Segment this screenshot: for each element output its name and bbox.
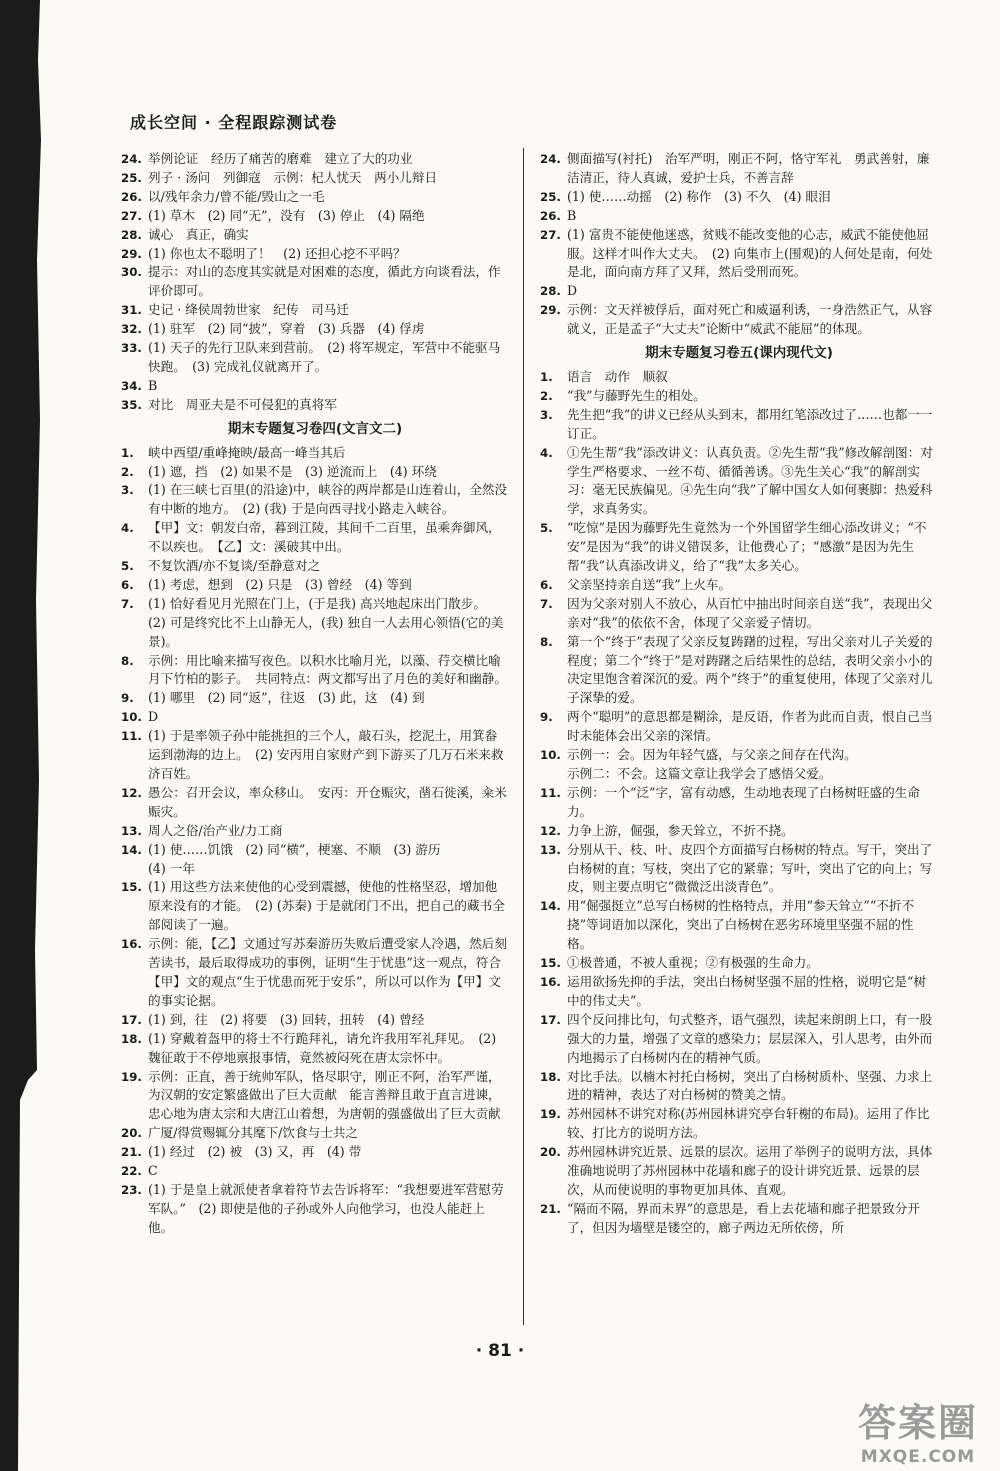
answer-number: 24. — [540, 152, 561, 166]
answer-item — [121, 519, 509, 557]
answer-item — [540, 368, 938, 387]
answer-number: 2. — [540, 388, 553, 403]
answer-number: 19. — [121, 1069, 142, 1084]
answer-number: 33. — [121, 341, 142, 356]
answer-text: 对比手法。以楠木衬托白杨树，突出了白杨树质朴、坚强、力求上进的精神，表达了对白杨树的赞美之情。 — [567, 1068, 933, 1103]
answer-number: 1. — [121, 445, 134, 460]
answer-number: 12. — [540, 823, 561, 838]
answer-item — [121, 1068, 509, 1125]
answer-number: 4. — [121, 521, 134, 536]
answer-item — [540, 954, 938, 973]
answer-item — [121, 1181, 509, 1238]
answer-text: B — [567, 207, 577, 223]
answer-item — [121, 481, 509, 519]
answer-item — [121, 935, 509, 1011]
answer-item — [121, 595, 509, 652]
answer-number: 24. — [121, 152, 142, 166]
answer-text: (1) 草木 (2) 同“无”，没有 (3) 停止 (4) 隔绝 — [148, 207, 425, 223]
answer-text: 父亲坚持亲自送“我”上火车。 — [567, 576, 732, 592]
answer-item — [121, 1124, 509, 1143]
answer-text: (1) 遮，挡 (2) 如果不是 (3) 逆流而上 (4) 环绕 — [148, 463, 437, 479]
answer-item — [121, 169, 509, 188]
answer-item — [540, 973, 938, 1011]
answer-text: “我”与藤野先生的相处。 — [567, 387, 706, 403]
answer-text: 示例一：会。因为年轻气盛，与父亲之间存在代沟。 示例二：不会。这篇文章让我学会了感悟父爱。 — [567, 747, 857, 781]
answer-text: 不复饮酒/亦不复谈/至静意对之 — [148, 558, 321, 574]
answer-item — [540, 784, 938, 822]
answer-text: 先生把“我”的讲义已经从头到末，都用红笔添改过了……也都一一订正。 — [567, 406, 933, 441]
answer-item — [121, 150, 509, 169]
answer-text: (1) 考虑，想到 (2) 只是 (3) 曾经 (4) 等到 — [148, 576, 412, 592]
answer-item — [540, 519, 938, 576]
answer-text: 示例：用比喻来描写夜色。以积水比喻月光，以藻、荇交横比喻月下竹柏的影子。 共同特点：两文都写出了月色的美好和幽静。 — [148, 652, 507, 687]
answer-text: (1) 在三峡七百里(的沿途)中，峡谷的两岸都是山连着山，全然没有中断的地方。 (2) (我) 于是向西寻找小路走入峡谷。 — [148, 482, 508, 517]
answer-item — [121, 708, 509, 727]
answer-text: (1) 富贵不能使他迷惑，贫贱不能改变他的心志，威武不能使他屈服。这样才叫作大丈夫。 (2) 向集市上(围观)的人何处是南，何处是北，面向南方拜了又拜，然后受刑而死。 — [567, 226, 933, 280]
answer-number: 27. — [540, 227, 561, 242]
answer-number: 6. — [540, 577, 553, 592]
answer-text: 愚公：召开会议，率众移山。 安丙：开仓赈灾，凿石徙溪，籴米赈灾。 — [148, 784, 507, 819]
answer-item — [540, 746, 938, 784]
answer-item — [121, 1011, 509, 1030]
answer-number: 31. — [121, 303, 142, 318]
answer-number: 32. — [121, 322, 142, 337]
answer-text: (1) 经过 (2) 被 (3) 又，再 (4) 带 — [148, 1144, 362, 1160]
answer-text: 示例：文天祥被俘后，面对死亡和威逼利诱，一身浩然正气，从容就义，正是孟子“大丈夫”论断中“威武不能屈”的体现。 — [567, 302, 933, 337]
answer-item — [121, 576, 509, 595]
answer-item — [540, 897, 938, 954]
answer-number: 10. — [121, 710, 142, 725]
answer-item — [121, 226, 509, 245]
answer-number: 3. — [121, 483, 134, 498]
answer-number: 7. — [121, 596, 134, 611]
answer-number: 29. — [540, 303, 561, 318]
answer-number: 4. — [540, 445, 553, 460]
answer-item — [121, 245, 509, 264]
answer-text: 广厦/得赏赐辄分其麾下/饮食与士共之 — [148, 1125, 358, 1141]
answer-number: 26. — [540, 208, 561, 223]
answer-number: 21. — [540, 1201, 561, 1216]
answer-number: 13. — [121, 823, 142, 838]
answer-item — [121, 263, 509, 301]
answer-item — [121, 689, 509, 708]
answer-number: 20. — [540, 1145, 561, 1160]
answer-text: (1) 哪里 (2) 同“返”，往返 (3) 此，这 (4) 到 — [148, 690, 425, 706]
answer-text: D — [148, 709, 159, 725]
answer-number: 15. — [540, 956, 561, 971]
answer-text: 力争上游，倔强，参天耸立，不折不挠。 — [567, 822, 794, 838]
answer-number: 3. — [540, 407, 553, 422]
answer-item — [121, 396, 509, 415]
answer-text: 苏州园林讲究近景、远景的层次。运用了举例子的说明方法，具体准确地说明了苏州园林中花墙和廊子的设计讲究近景、远景的层次，从而使说明的事物更加具体、直观。 — [567, 1144, 933, 1197]
answer-number: 25. — [121, 170, 142, 185]
answer-number: 8. — [121, 653, 134, 668]
answer-text: 以/残年余力/曾不能/毁山之一毛 — [148, 188, 325, 204]
answer-text: 侧面描写(衬托) 治军严明，刚正不阿，恪守军礼 勇武善射，廉洁清正，待人真诚，爱护士兵，不善言辞 — [567, 151, 930, 185]
answer-item — [540, 595, 938, 633]
answer-item — [121, 207, 509, 226]
answer-text: 史记 · 绛侯周勃世家 纪传 司马迁 — [148, 302, 349, 318]
answer-item — [540, 633, 938, 709]
answer-text: 用“倔强挺立”总写白杨树的性格特点，并用“参天耸立”“不折不挠”等词语加以深化，突出了白杨树在恶劣环境里坚强不屈的性格。 — [567, 898, 915, 952]
answer-text: (1) 于是率领子孙中能挑担的三个人，敲石头，挖泥土，用箕畚运到渤海的边上。 (2) 安丙用自家财产到下游买了几万石米来救济百姓。 — [148, 728, 504, 781]
answer-text: 两个“聪明”的意思都是糊涂，是反语，作者为此而自责，恨自己当时未能体会出父亲的深情。 — [567, 709, 933, 744]
answer-text: (1) 你也太不聪明了！ (2) 还担心挖不平吗？ — [148, 245, 406, 261]
answer-text: 【甲】文：朝发白帝，暮到江陵，其间千二百里，虽乘奔御风，不以疾也。 【乙】文：溪破其中出。 — [148, 520, 501, 555]
watermark-url: MXQE.COM — [860, 1447, 976, 1467]
answer-number: 30. — [121, 265, 142, 280]
answer-item — [540, 226, 938, 283]
answer-number: 17. — [121, 1012, 142, 1027]
answer-item — [540, 841, 938, 898]
answer-number: 25. — [540, 189, 561, 204]
answer-text: 峡中西望/重峰掩映/最高一峰当其后 — [148, 444, 346, 460]
watermark-logo — [858, 1392, 978, 1467]
answer-text: 因为父亲对别人不放心，从百忙中抽出时间亲自送“我”，表现出父亲对“我”的依依不舍，体现了父亲爱子情切。 — [567, 595, 933, 630]
answer-item — [121, 557, 509, 576]
answer-number: 28. — [121, 227, 142, 242]
answer-number: 14. — [121, 842, 142, 857]
answer-item — [540, 188, 938, 207]
answer-number: 28. — [540, 284, 561, 299]
section-title: 期末专题复习卷四(文言文二) — [227, 420, 403, 437]
answer-number: 34. — [121, 378, 142, 393]
answer-item — [121, 1030, 509, 1068]
answer-number: 1. — [540, 369, 553, 384]
page-number: · 81 · — [475, 1341, 525, 1361]
answer-number: 27. — [121, 208, 142, 223]
answer-number: 9. — [540, 710, 553, 725]
answer-number: 10. — [540, 748, 561, 763]
answer-number: 19. — [540, 1107, 561, 1122]
scan-dark-edge — [0, 0, 42, 1471]
answer-text: 示例：一个“泛”字，富有动感，生动地表现了白杨树旺盛的生命力。 — [567, 784, 920, 819]
answer-item — [121, 841, 509, 879]
answer-item — [121, 652, 509, 690]
answer-number: 20. — [121, 1126, 142, 1141]
answer-text: “隔而不隔，界而未界”的意思是，看上去花墙和廊子把景致分开了，但因为墙壁是镂空的，廊子两边无所依傍，所 — [567, 1200, 920, 1235]
answer-item — [121, 377, 509, 396]
answer-item — [540, 387, 938, 406]
answer-text: 语言 动作 顺叙 — [567, 368, 668, 384]
answer-number: 22. — [121, 1164, 142, 1179]
answer-item — [121, 727, 509, 784]
answer-item — [121, 822, 509, 841]
answer-number: 5. — [540, 521, 553, 536]
answer-number: 18. — [121, 1031, 142, 1046]
answer-item — [540, 1011, 938, 1068]
answer-number: 12. — [121, 785, 142, 800]
answer-item — [121, 463, 509, 482]
answer-text: (1) 穿戴着盔甲的将士不行跪拜礼，请允许我用军礼拜见。 (2) 魏征敢于不停地禀报事情，竟然被闷死在唐太宗怀中。 — [148, 1030, 501, 1065]
watermark-logo-text: 答案圈 — [857, 1401, 978, 1445]
answer-number: 23. — [121, 1182, 142, 1197]
answer-number: 14. — [540, 899, 561, 914]
answer-number: 6. — [121, 577, 134, 592]
answer-item — [121, 444, 509, 463]
answer-text: 苏州园林不讲究对称(苏州园林讲究亭台轩榭的布局)。运用了作比较、打比方的说明方法。 — [567, 1106, 930, 1141]
answer-item — [121, 878, 509, 935]
answer-text: 对比 周亚夫是不可侵犯的真将军 — [148, 396, 337, 412]
answer-text: D — [567, 283, 578, 299]
answer-item — [540, 1068, 938, 1106]
answer-text: 列子 · 汤问 列御寇 示例：杞人忧天 两小儿辩日 — [148, 169, 438, 185]
answer-number: 26. — [121, 189, 142, 204]
answer-item — [121, 339, 509, 377]
answer-text: ①极普通，不被人重视；②有极强的生命力。 — [567, 955, 819, 971]
answer-number: 2. — [121, 464, 134, 479]
answer-item — [540, 444, 938, 520]
answer-text: (1) 于是皇上就派使者拿着符节去告诉将军：“我想要进军营慰劳军队。” (2) 即使是他的子孙或外人向他学习，也没人能赶上他。 — [148, 1181, 504, 1235]
answer-text: (1) 用这些方法来使他的心受到震撼，使他的性格坚忍，增加他原来没有的才能。 (2) (苏秦) 于是就闭门不出，把自己的藏书全部阅读了一遍。 — [148, 879, 505, 933]
answer-number: 5. — [121, 559, 134, 574]
answer-text: (1) 使……饥饿 (2) 同“横”，梗塞、不顺 (3) 游历 (4) 一年 — [148, 841, 441, 876]
answer-item — [540, 406, 938, 444]
answer-text: 举例论证 经历了痛苦的磨难 建立了大的功业 — [148, 151, 413, 166]
answer-text: 运用欲扬先抑的手法，突出白杨树坚强不屈的性格，说明它是“树中的伟丈夫”。 — [567, 973, 927, 1008]
answer-text: 分别从干、枝、叶、皮四个方面描写白杨树的特点。写干，突出了白杨树的直；写枝，突出了它的紧靠；写叶，突出了它的向上；写皮，则主要点明它“微微泛出淡青色”。 — [567, 841, 933, 895]
answer-text: (1) 使……动摇 (2) 称作 (3) 不久 (4) 眼泪 — [567, 188, 831, 204]
answer-text: (1) 到，往 (2) 将要 (3) 回转，扭转 (4) 曾经 — [148, 1011, 425, 1027]
answer-text: C — [148, 1163, 158, 1179]
answer-number: 7. — [540, 596, 553, 611]
answer-item — [121, 1162, 509, 1181]
answer-number: 18. — [540, 1069, 561, 1084]
answer-number: 29. — [121, 246, 142, 261]
answer-number: 35. — [121, 397, 142, 412]
answer-item — [121, 320, 509, 339]
answer-text: 第一个“终于”表现了父亲反复踌躇的过程，写出父亲对儿子关爱的程度；第二个“终于”是对踌躇之后结果性的总结，表明父亲小小的决定里饱含着深沉的爱。两个“终于”的重复使用，体现了父亲对儿子深挚的爱。 — [567, 633, 933, 706]
answer-item — [121, 784, 509, 822]
answer-item — [540, 708, 938, 746]
answer-number: 15. — [121, 880, 142, 895]
column-divider — [523, 148, 524, 1325]
answer-number: 9. — [121, 691, 134, 706]
answer-text: B — [148, 377, 158, 393]
answer-text: “吃惊”是因为藤野先生竟然为一个外国留学生细心添改讲义；“不安”是因为“我”的讲义错误多，让他费心了；“感激”是因为先生帮“我”认真添改讲义，给了“我”太多关心。 — [567, 520, 927, 574]
answer-text: (1) 恰好看见月光照在门上，(于是我) 高兴地起床出门散步。 (2) 可是终究比不上山静无人，(我) 独自一人去用心领悟(它的美景)。 — [148, 595, 504, 649]
answer-item — [540, 1105, 938, 1143]
answer-number: 17. — [540, 1012, 561, 1027]
answer-text: 四个反问排比句，句式整齐，语气强烈，读起来朗朗上口，有一股强大的力量，增强了文章的感染力；层层深入，引人思考，由外而内地揭示了白杨树内在的精神气质。 — [567, 1011, 933, 1065]
answer-number: 11. — [121, 729, 142, 744]
answer-item — [540, 1200, 938, 1238]
right-column — [540, 150, 938, 1238]
answer-text: ①先生帮“我”添改讲义：认真负责。②先生帮“我”修改解剖图：对学生严格要求、一丝不苟、循循善诱。③先生关心“我”的解剖实习：毫无民族偏见。④先生向“我”了解中国女人如何裹脚：热爱科学，求真务实。 — [567, 444, 933, 517]
answer-text: 诚心 真正，确实 — [148, 226, 249, 242]
answer-number: 16. — [540, 974, 561, 989]
answer-number: 8. — [540, 634, 553, 649]
answer-text: 示例：能，【乙】文通过写苏秦游历失败后遭受家人冷遇，然后刻苦读书，最后取得成功的事例，证明“生于忧患”这一观点，符合【甲】文的观点“生于忧患而死于安乐”，所以可以作为【甲】文的事实论据。 — [148, 936, 507, 1008]
answer-text: 示例：正直，善于统帅军队，恪尽职守，刚正不阿，治军严谨，为汉朝的安定繁盛做出了巨大贡献 能言善辩且敢于直言进谏，忠心地为唐太宗和大唐江山着想，为唐朝的强盛做出了巨大贡献 — [148, 1068, 501, 1122]
answer-text: 周人之俗/治产业/力工商 — [148, 822, 283, 838]
answer-item — [121, 301, 509, 320]
answer-item — [540, 282, 938, 301]
section-title: 期末专题复习卷五(课内现代文) — [645, 345, 833, 362]
answer-number: 11. — [540, 785, 561, 800]
answer-number: 16. — [121, 937, 142, 952]
answer-item — [121, 188, 509, 207]
answer-number: 21. — [121, 1145, 142, 1160]
answer-text: 提示：对山的态度其实就是对困难的态度，循此方向谈看法，作评价即可。 — [148, 264, 501, 299]
left-column — [121, 150, 509, 1238]
page-header: 成长空间 · 全程跟踪测试卷 — [130, 113, 338, 132]
answer-number: 13. — [540, 842, 561, 857]
answer-text: (1) 驻军 (2) 同“披”，穿着 (3) 兵器 (4) 俘虏 — [148, 321, 425, 337]
answer-item — [540, 822, 938, 841]
answer-item — [540, 207, 938, 226]
answer-item — [540, 1143, 938, 1200]
answer-item — [540, 576, 938, 595]
answer-item — [540, 150, 938, 188]
answer-item — [540, 301, 938, 339]
answer-item — [121, 1143, 509, 1162]
answer-text: (1) 天子的先行卫队来到营前。 (2) 将军规定，军营中不能驱马快跑。 (3) 完成礼仪就离开了。 — [148, 340, 501, 374]
